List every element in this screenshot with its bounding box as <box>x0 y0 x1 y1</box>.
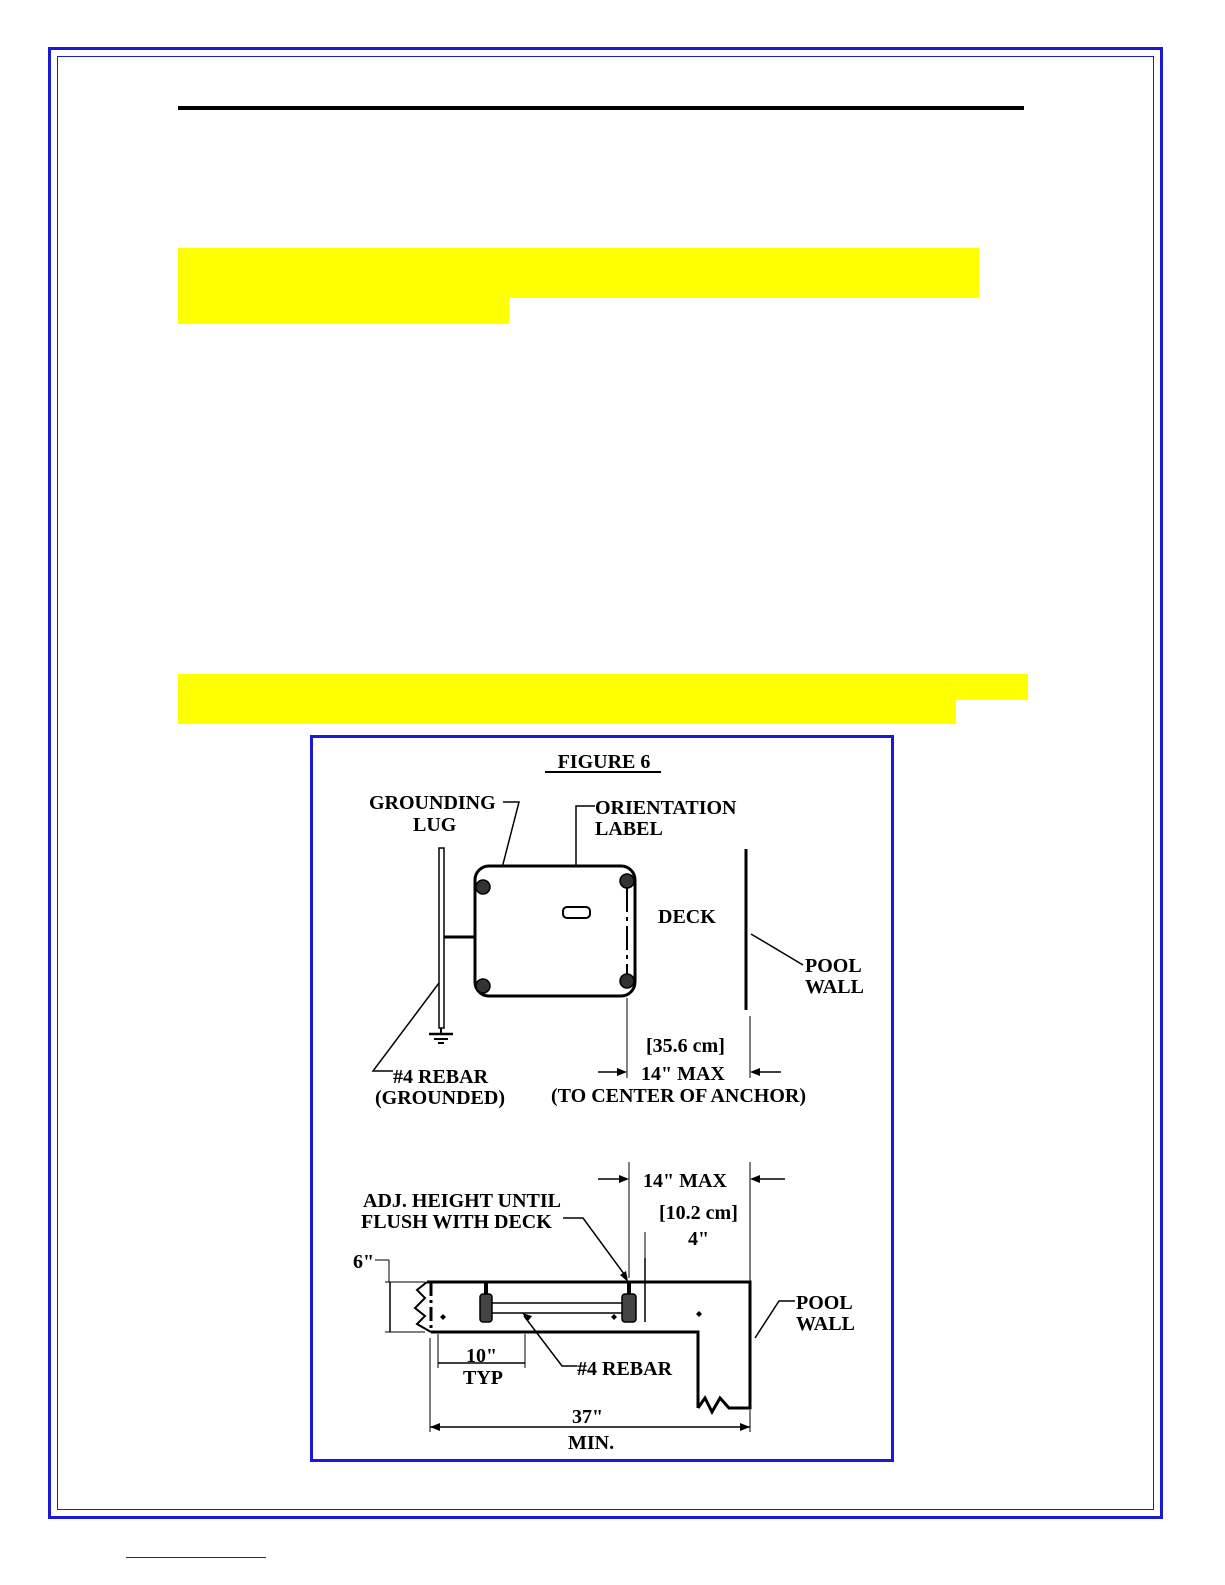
pool-wall-label-top-2: WALL <box>805 976 864 998</box>
dim-arrowhead-right-side <box>750 1175 760 1183</box>
pool-wall-leader-side <box>755 1301 795 1338</box>
rebar-grounded-label-2: (GROUNDED) <box>375 1087 505 1109</box>
pool-wall-leader-top <box>751 934 803 965</box>
highlight-block-1a <box>178 248 979 298</box>
to-center-label: (TO CENTER OF ANCHOR) <box>551 1085 807 1107</box>
anchor-cup-left <box>480 1294 492 1322</box>
anchor-cup-right <box>622 1294 636 1322</box>
metric-35-label: [35.6 cm] <box>646 1035 725 1057</box>
figure-6-box <box>310 735 894 1462</box>
thirty-seven-arrow-right <box>740 1423 750 1431</box>
anchor-bolt-bl <box>476 979 490 993</box>
figure-6-drawing <box>313 738 891 1459</box>
slab-break-left <box>415 1282 431 1332</box>
four-inch-label: 4" <box>688 1228 710 1250</box>
aggregate-mark-3 <box>696 1311 702 1317</box>
adj-height-arrowhead <box>620 1271 628 1282</box>
anchor-bolt-tr <box>620 874 634 888</box>
orientation-label-symbol <box>563 907 590 918</box>
aggregate-mark-2 <box>611 1314 617 1320</box>
orientation-label-2: LABEL <box>595 818 663 840</box>
rebar-label-side: #4 REBAR <box>577 1358 673 1380</box>
anchor-plate <box>475 866 635 996</box>
six-inch-label: 6" <box>353 1251 375 1273</box>
dim-arrowhead-right-top <box>750 1068 760 1076</box>
anchor-bolt-br <box>620 974 634 988</box>
header-rule <box>178 106 1024 110</box>
highlight-block-2a <box>178 674 1028 700</box>
min-label: MIN. <box>568 1432 615 1454</box>
figure-title: FIGURE 6 <box>557 751 651 773</box>
max-14-label-top: 14" MAX <box>641 1063 725 1085</box>
dim-arrowhead-left-top <box>617 1068 627 1076</box>
highlight-block-1b <box>178 298 509 324</box>
adj-height-leader <box>563 1218 627 1278</box>
aggregate-mark-1 <box>440 1314 446 1320</box>
orientation-label-1: ORIENTATION <box>595 797 737 819</box>
pool-wall-label-top-1: POOL <box>805 955 862 977</box>
rebar-grounded-leader <box>373 983 439 1071</box>
adj-height-label-2: FLUSH WITH DECK <box>361 1211 552 1233</box>
deck-label: DECK <box>658 906 716 928</box>
dim-arrowhead-left-side <box>619 1175 629 1183</box>
thirty-seven-arrow-left <box>430 1423 440 1431</box>
thirty-seven-label: 37" <box>572 1406 604 1428</box>
adj-height-label-1: ADJ. HEIGHT UNTIL <box>363 1190 562 1212</box>
footnote-rule <box>126 1557 266 1558</box>
anchor-bolt-tl <box>476 880 490 894</box>
typ-label: TYP <box>463 1367 503 1389</box>
rebar-horizontal <box>487 1303 631 1313</box>
rebar-grounded-label-1: #4 REBAR <box>393 1066 489 1088</box>
highlight-block-2b <box>178 700 956 724</box>
pool-wall-label-side-1: POOL <box>796 1292 853 1314</box>
max-14-label-side: 14" MAX <box>643 1170 727 1192</box>
grounding-lug-label-2: LUG <box>413 814 457 836</box>
ten-inch-label: 10" <box>466 1345 498 1367</box>
rebar-leader-side <box>524 1316 577 1366</box>
pool-wall-label-side-2: WALL <box>796 1313 855 1335</box>
metric-10-label: [10.2 cm] <box>659 1202 738 1224</box>
grounding-lug-label-1: GROUNDING <box>369 792 496 814</box>
rebar-vertical <box>439 848 444 1028</box>
